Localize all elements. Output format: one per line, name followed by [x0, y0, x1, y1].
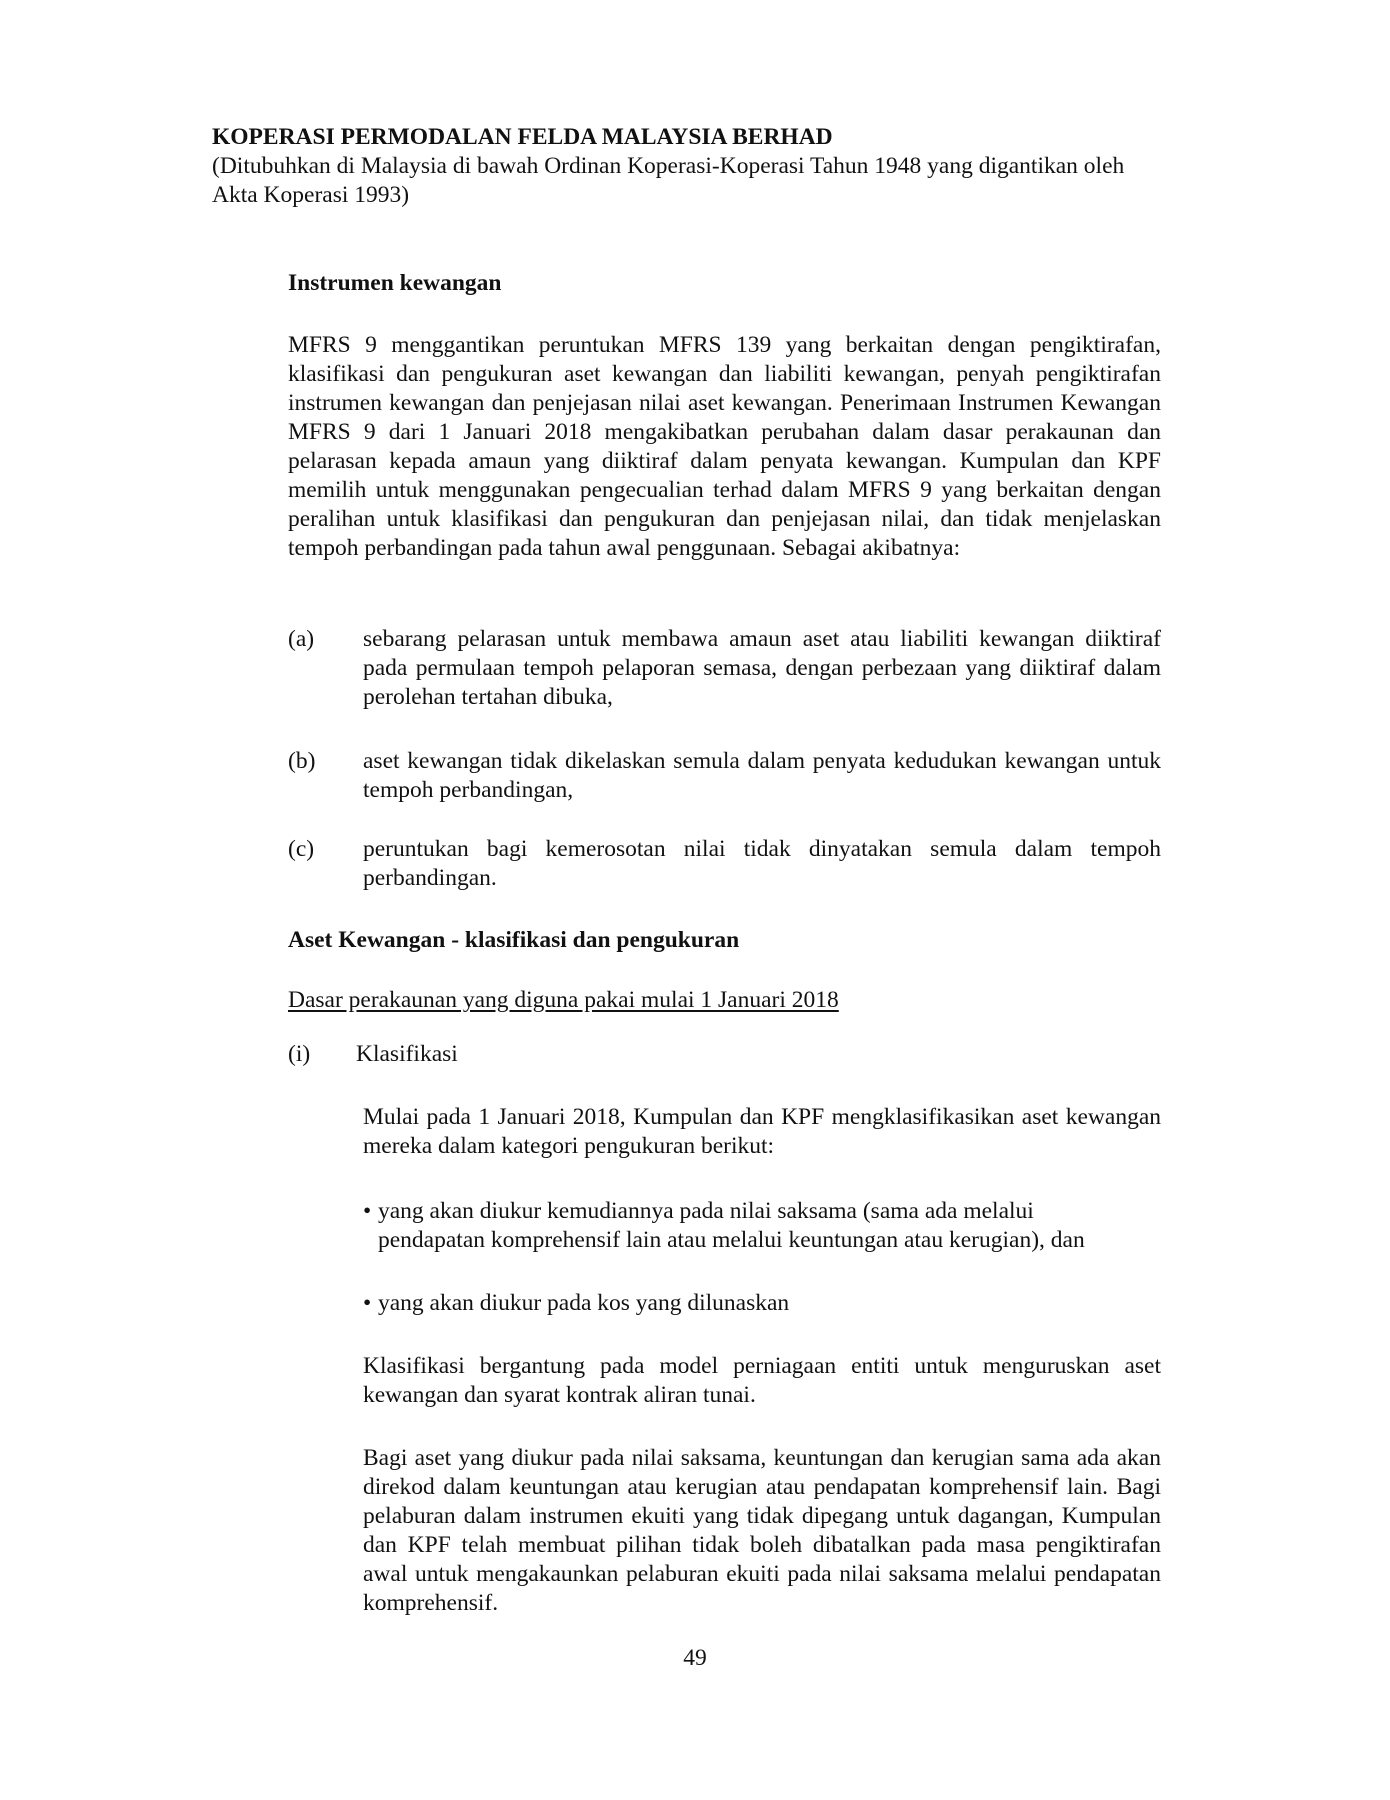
list-text: peruntukan bagi kemerosotan nilai tidak dinyatakan semula dalam tempoh perbandingan.	[363, 836, 1161, 891]
classification-intro: Mulai pada 1 Januari 2018, Kumpulan dan KPF mengklasifikasikan aset kewangan mereka dalam kategori pengukuran berikut:	[363, 1104, 1161, 1159]
bullet-line: yang akan diukur pada kos yang dilunaskan	[378, 1290, 790, 1316]
subsection-title: Klasifikasi	[356, 1041, 458, 1067]
list-label: (c)	[288, 836, 315, 862]
bullet-line: pendapatan komprehensif lain atau melalui keuntungan atau kerugian), dan	[378, 1227, 1085, 1253]
organization-title: KOPERASI PERMODALAN FELDA MALAYSIA BERHAD	[212, 124, 833, 150]
fair-value-paragraph: Bagi aset yang diukur pada nilai saksama, keuntungan dan kerugian sama ada akan direkod dalam keuntungan atau kerugian atau pendapatan komprehensif lain. Bagi pelaburan dalam instrumen ekuiti yang tidak dipegang untuk dagangan, Kumpulan dan KPF telah membuat pilihan tidak boleh dibatalkan pada masa pengiktirafan awal untuk mengakaunkan pelaburan ekuiti pada nilai saksama melalui pendapatan komprehensif.	[363, 1445, 1161, 1616]
bullet-text	[378, 1197, 1163, 1255]
classification-paragraph: Klasifikasi bergantung pada model perniagaan entiti untuk menguruskan aset kewangan dan syarat kontrak aliran tunai.	[363, 1353, 1161, 1408]
section-heading-instrumen: Instrumen kewangan	[288, 270, 502, 296]
subsection-label: (i)	[288, 1041, 311, 1067]
bullet-icon: •	[363, 1290, 372, 1316]
bullet-text	[378, 1289, 1163, 1318]
page-number: 49	[683, 1645, 707, 1671]
paragraph-mfrs9: MFRS 9 menggantikan peruntukan MFRS 139 yang berkaitan dengan pengiktirafan, klasifikasi dan pengukuran aset kewangan dan liabiliti kewangan, penyah pengiktirafan instrumen kewangan dan penjejasan nilai aset kewangan. Penerimaan Instrumen Kewangan MFRS 9 dari 1 Januari 2018 mengakibatkan perubahan dalam dasar perakaunan dan pelarasan kepada amaun yang diiktiraf dalam penyata kewangan. Kumpulan dan KPF memilih untuk menggunakan pengecualian terhad dalam MFRS 9 yang berkaitan dengan peralihan untuk klasifikasi dan pengukuran dan penjejasan nilai, dan tidak menjelaskan tempoh perbandingan pada tahun awal penggunaan. Sebagai akibatnya:	[288, 332, 1161, 561]
list-text: sebarang pelarasan untuk membawa amaun aset atau liabiliti kewangan diiktiraf pada permulaan tempoh pelaporan semasa, dengan perbezaan yang diiktiraf dalam perolehan tertahan dibuka,	[363, 626, 1161, 710]
list-text: aset kewangan tidak dikelaskan semula dalam penyata kedudukan kewangan untuk tempoh perbandingan,	[363, 748, 1161, 803]
section-heading-aset-kewangan: Aset Kewangan - klasifikasi dan pengukuran	[288, 927, 740, 953]
bullet-item-amortised-cost	[363, 1289, 1163, 1319]
bullet-icon: •	[363, 1198, 372, 1224]
policy-date-subheading: Dasar perakaunan yang diguna pakai mulai 1 Januari 2018	[288, 987, 839, 1013]
list-label: (a)	[288, 626, 315, 652]
list-label: (b)	[288, 748, 316, 774]
organization-subtitle: (Ditubuhkan di Malaysia di bawah Ordinan Koperasi-Koperasi Tahun 1948 yang digantikan oleh Akta Koperasi 1993)	[212, 153, 1125, 208]
bullet-item-fair-value	[363, 1197, 1163, 1257]
bullet-line: yang akan diukur kemudiannya pada nilai saksama (sama ada melalui	[378, 1198, 1034, 1224]
underlined-subheading	[288, 986, 839, 1015]
